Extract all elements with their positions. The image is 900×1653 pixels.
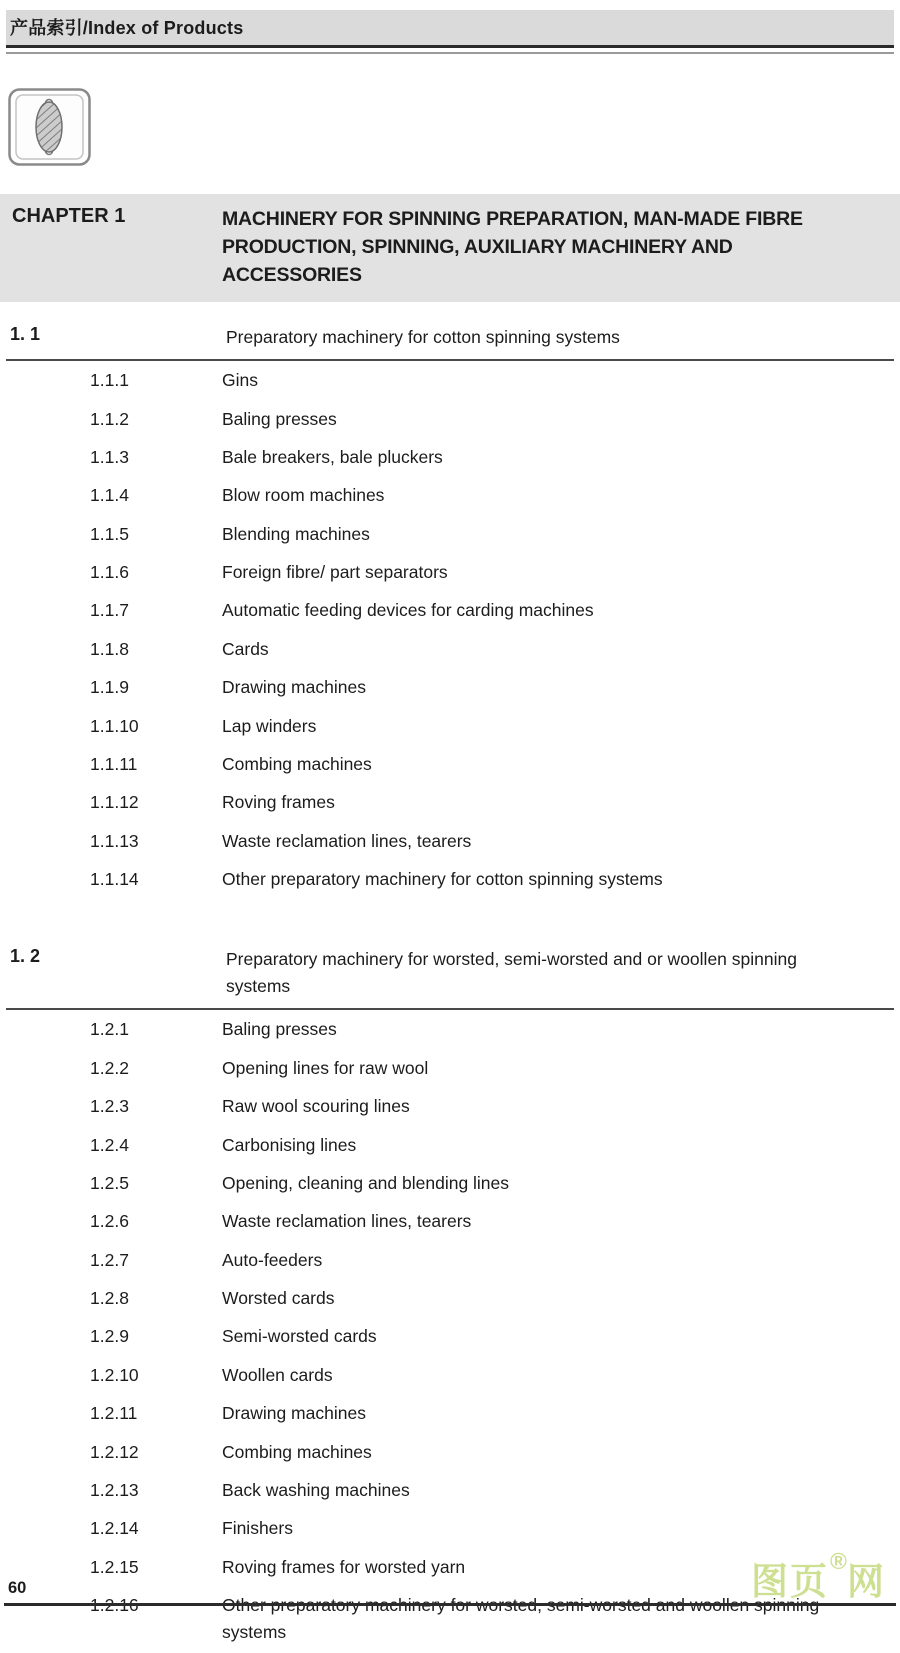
item-number: 1.1.5 [90,523,129,544]
header-rule-thick [6,45,894,48]
item-number: 1.2.13 [90,1479,139,1500]
item-number: 1.1.6 [90,562,129,583]
item-label: Automatic feeding devices for carding machines [222,600,594,621]
index-row [0,708,900,746]
index-row [0,785,900,823]
item-number: 1.1.1 [90,370,129,391]
item-number: 1.1.11 [90,753,138,774]
item-label: Opening lines for raw wool [222,1057,429,1078]
section-title-line: systems [226,976,291,997]
index-row [0,1281,900,1319]
index-row [0,1511,900,1549]
item-number: 1.2.5 [90,1172,129,1193]
index-row [0,1089,900,1127]
item-label: Opening, cleaning and blending lines [222,1172,510,1193]
item-number: 1.2.8 [90,1288,129,1309]
section-head [0,946,900,1000]
item-number: 1.2.7 [90,1249,129,1270]
item-label: Gins [222,370,258,391]
item-number: 1.1.3 [90,446,129,467]
index-row [0,440,900,478]
chapter-title-line: MACHINERY FOR SPINNING PREPARATION, MAN-MADE FIBRE [222,208,803,230]
item-number: 1.2.4 [90,1134,129,1155]
index-row [0,1127,900,1165]
item-label: Waste reclamation lines, tearers [222,1211,472,1232]
index-row [0,824,900,862]
index-row [0,1434,900,1472]
item-label: Other preparatory machinery for cotton spinning systems [222,869,663,890]
item-number: 1.2.9 [90,1326,129,1347]
index-row [0,593,900,631]
index-row [0,1166,900,1204]
item-label: Cards [222,638,269,659]
item-number: 1.1.14 [90,869,139,890]
section-gap [0,900,900,924]
index-row [0,1396,900,1434]
section-items [0,361,900,900]
chapter-label: CHAPTER 1 [12,205,126,227]
index-row [0,1243,900,1281]
section-title-line: Preparatory machinery for cotton spinning systems [226,327,620,347]
item-number: 1.2.3 [90,1096,129,1117]
item-number: 1.1.12 [90,792,139,813]
item-label: Worsted cards [222,1288,335,1309]
item-label: Carbonising lines [222,1134,357,1155]
index-row [0,478,900,516]
bottom-rule [4,1603,896,1606]
section-1-1 [0,324,900,900]
watermark [751,1550,886,1600]
registered-mark-icon: ® [830,1548,847,1574]
index-row [0,632,900,670]
header-rule-thin [6,52,894,54]
item-label: Drawing machines [222,677,366,698]
item-label: Semi-worsted cards [222,1326,377,1347]
item-label: Foreign fibre/ part separators [222,562,448,583]
page-number: 60 [8,1579,27,1597]
item-label: Roving frames for worsted yarn [222,1556,466,1577]
chapter-title-line: PRODUCTION, SPINNING, AUXILIARY MACHINERY AND [222,236,733,258]
item-label: Drawing machines [222,1403,366,1424]
index-row [0,747,900,785]
item-number: 1.2.2 [90,1057,129,1078]
item-label: Finishers [222,1518,293,1539]
item-number: 1.2.12 [90,1441,139,1462]
index-row [0,1319,900,1357]
item-number: 1.1.2 [90,408,129,429]
index-row [0,1473,900,1511]
item-label: Auto-feeders [222,1249,323,1270]
watermark-text-left: 图页 [751,1561,830,1602]
section-1-2 [0,946,900,1653]
index-row [0,1358,900,1396]
watermark-text-right: 网 [847,1561,886,1602]
page-header-title: 产品索引/Index of Products [10,18,244,38]
index-row [0,401,900,439]
item-label: Baling presses [222,1019,337,1040]
item-number: 1.1.9 [90,677,129,698]
item-label: Raw wool scouring lines [222,1096,410,1117]
item-number: 1.2.15 [90,1556,139,1577]
cotton-bale-icon [8,88,92,168]
item-number: 1.2.11 [90,1403,138,1424]
index-row [0,1051,900,1089]
item-label: Baling presses [222,408,337,429]
section-number: 1. 2 [10,946,41,967]
index-row [0,862,900,900]
page-header-bar [6,10,894,45]
item-number: 1.2.1 [90,1019,129,1040]
item-label: Waste reclamation lines, tearers [222,830,472,851]
item-label: Bale breakers, bale pluckers [222,446,443,467]
item-number: 1.2.14 [90,1518,139,1539]
item-label: Lap winders [222,715,317,736]
index-row [0,1204,900,1242]
item-label: Combing machines [222,753,372,774]
index-row [0,517,900,555]
item-number: 1.1.7 [90,600,129,621]
chapter-title [222,205,872,289]
section-head [0,324,900,351]
item-label: Woollen cards [222,1364,333,1385]
chapter-band [0,194,900,302]
section-title [226,324,894,351]
section-title [226,946,894,1000]
index-row [0,555,900,593]
item-number: 1.1.4 [90,485,129,506]
section-title-line: Preparatory machinery for worsted, semi-worsted and or woollen spinning [226,949,797,970]
item-label: Combing machines [222,1441,372,1462]
item-number: 1.1.13 [90,830,139,851]
item-number: 1.2.10 [90,1364,139,1385]
index-row [0,670,900,708]
item-number: 1.2.6 [90,1211,129,1232]
item-label: Roving frames [222,792,335,813]
index-row [0,363,900,401]
item-number: 1.1.10 [90,715,139,736]
item-label: Blending machines [222,523,370,544]
chapter-title-line: ACCESSORIES [222,264,362,286]
item-label: Blow room machines [222,485,385,506]
section-number: 1. 1 [10,324,41,344]
item-label: systems [222,1622,287,1643]
item-label: Back washing machines [222,1479,410,1500]
item-number: 1.1.8 [90,638,129,659]
document-page [0,10,900,1643]
index-row [0,1012,900,1050]
cotton-bale-icon-svg [8,88,92,168]
